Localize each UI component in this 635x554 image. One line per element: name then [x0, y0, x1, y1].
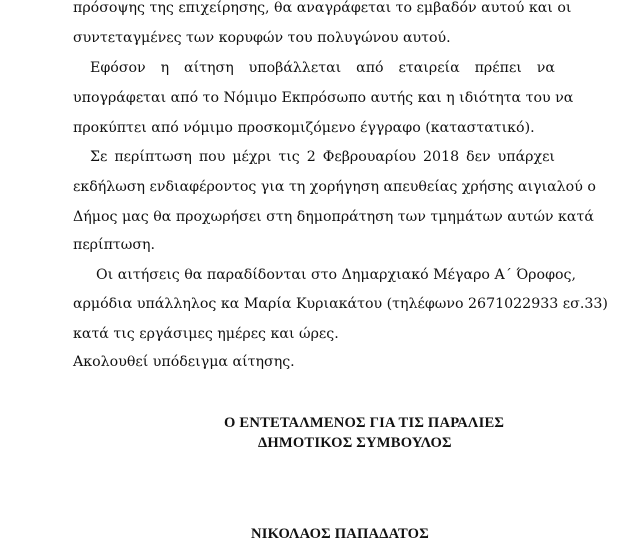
paragraph-3-line-3: Δήμος μας θα προχωρήσει στη δημοπράτηση των τμημάτων αυτών κατά — [73, 209, 594, 225]
signature-title-line-1: Ο ΕΝΤΕΤΑΛΜΕΝΟΣ ΓΙΑ ΤΙΣ ΠΑΡΑΛΙΕΣ — [224, 415, 505, 431]
paragraph-2-line-1: Εφόσον η αίτηση υποβάλλεται από εταιρεία πρέπει να — [90, 60, 555, 76]
paragraph-5-line-1: Ακολουθεί υπόδειγμα αίτησης. — [73, 354, 295, 370]
paragraph-4-line-3: κατά τις εργάσιμες ημέρες και ώρες. — [73, 326, 339, 342]
signature-name: ΝΙΚΟΛΑΟΣ ΠΑΠΑΔΑΤΟΣ — [251, 526, 429, 542]
paragraph-2-line-3: προκύπτει από νόμιμο προσκομιζόμενο έγγραφο (καταστατικό). — [73, 120, 535, 136]
paragraph-3-line-4: περίπτωση. — [73, 237, 156, 253]
paragraph-1-line-1: πρόσοψης της επιχείρησης, θα αναγράφεται το εμβαδόν αυτού και οι — [73, 0, 572, 16]
paragraph-3-line-2: εκδήλωση ενδιαφέροντος για τη χορήγηση απευθείας χρήσης αιγιαλού ο — [73, 179, 596, 195]
paragraph-2-line-2: υπογράφεται από το Νόμιμο Εκπρόσωπο αυτής και η ιδιότητα του να — [73, 90, 574, 106]
paragraph-1-line-2: συντεταγμένες των κορυφών του πολυγώνου αυτού. — [73, 30, 451, 46]
paragraph-4-line-2: αρμόδια υπάλληλος κα Μαρία Κυριακάτου (τηλέφωνο 2671022933 εσ.33) — [73, 296, 608, 312]
paragraph-3-line-1: Σε περίπτωση που μέχρι τις 2 Φεβρουαρίου 2018 δεν υπάρχει — [90, 149, 555, 165]
signature-title-line-2: ΔΗΜΟΤΙΚΟΣ ΣΥΜΒΟΥΛΟΣ — [258, 435, 452, 451]
paragraph-4-line-1: Οι αιτήσεις θα παραδίδονται στο Δημαρχιακό Μέγαρο Α΄ Όροφος, — [96, 267, 576, 283]
